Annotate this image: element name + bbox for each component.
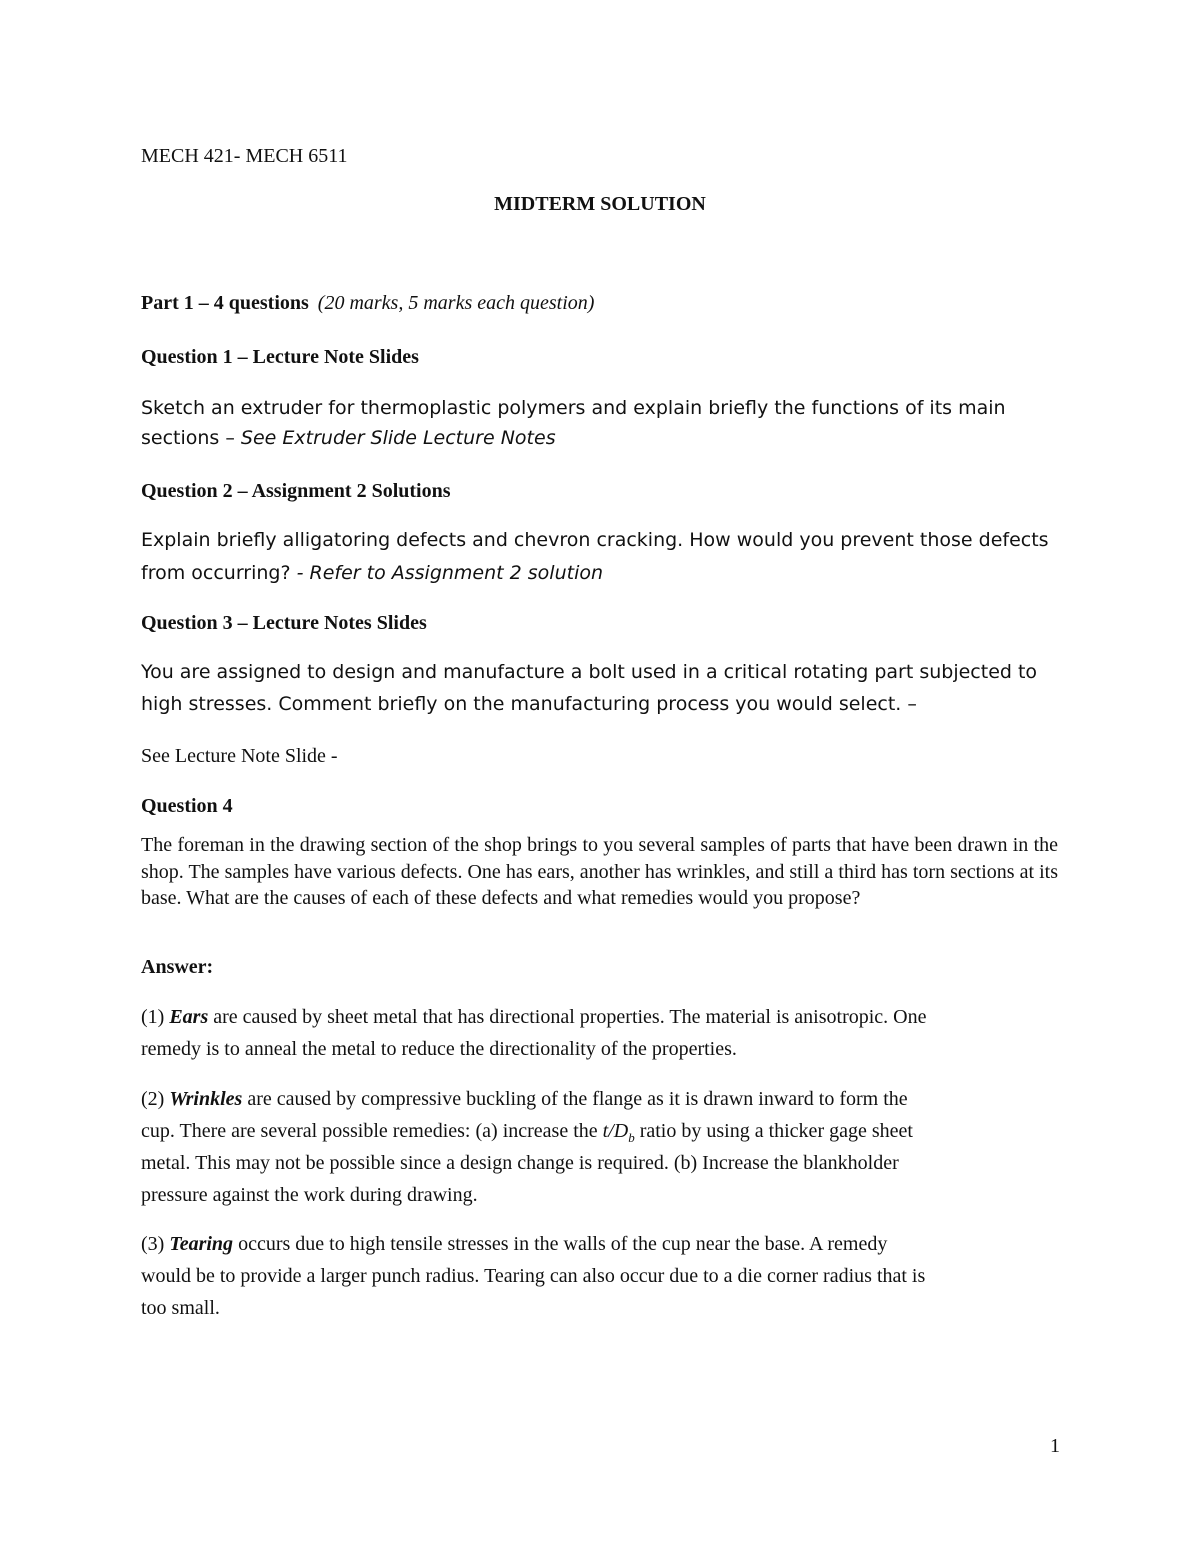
answer-2-line2	[141, 1121, 913, 1144]
question-1-heading: Question 1 – Lecture Note Slides	[141, 346, 419, 368]
question-2-prefix: from occurring?	[141, 562, 297, 584]
answer-1-text: are caused by sheet metal that has directional properties. The material is anisotropic. One	[208, 1006, 927, 1028]
question-4-heading: Question 4	[141, 795, 233, 817]
answer-2-line2-b: ratio by using a thicker gage sheet	[634, 1120, 913, 1142]
question-3-heading: Question 3 – Lecture Notes Slides	[141, 612, 427, 634]
answer-1-line2: remedy is to anneal the metal to reduce the directionality of the properties.	[141, 1038, 737, 1060]
answer-3-line3: too small.	[141, 1297, 220, 1319]
question-4-text: The foreman in the drawing section of the shop brings to you several samples of parts that have been drawn in the shop. The samples have various defects. One has ears, another has wrinkles, and still a third has torn sections at its base. What are the causes of each of these defects and what remedies would you propose?	[141, 834, 1058, 909]
answer-2-ratio-subscript: b	[628, 1130, 635, 1145]
page-title: MIDTERM SOLUTION	[494, 193, 706, 215]
question-2-reference: - Refer to Assignment 2 solution	[296, 562, 604, 584]
course-code: MECH 421- MECH 6511	[141, 145, 348, 167]
answer-3-number: (3)	[141, 1233, 170, 1255]
answer-1-term: Ears	[169, 1006, 209, 1028]
page-number: 1	[1050, 1435, 1060, 1457]
question-2-heading: Question 2 – Assignment 2 Solutions	[141, 480, 451, 502]
answer-2-ratio: t/D	[602, 1120, 629, 1142]
question-1-text-line1: Sketch an extruder for thermoplastic polymers and explain briefly the functions of its main	[141, 397, 1006, 419]
question-3-text-line1: You are assigned to design and manufacture a bolt used in a critical rotating part subjected to	[141, 661, 1038, 683]
answer-2-line1	[141, 1089, 908, 1109]
answer-1-line1	[141, 1007, 927, 1027]
question-1-reference: See Extruder Slide Lecture Notes	[240, 427, 556, 449]
question-1-text-line2	[141, 429, 556, 448]
answer-2-line2-a: cup. There are several possible remedies: (a) increase the	[141, 1120, 603, 1142]
question-2-text-line1: Explain briefly alligatoring defects and chevron cracking. How would you prevent those defects	[141, 529, 1049, 551]
part-label: Part 1 – 4 questions	[141, 292, 309, 314]
answer-2-text: are caused by compressive buckling of the flange as it is drawn inward to form the	[242, 1088, 908, 1110]
question-2-text-line2	[141, 564, 603, 583]
answer-3-text: occurs due to high tensile stresses in the walls of the cup near the base. A remedy	[233, 1233, 888, 1255]
answer-3-line1	[141, 1234, 887, 1254]
answer-2-line3: metal. This may not be possible since a design change is required. (b) Increase the blankholder	[141, 1152, 899, 1174]
part-heading	[141, 293, 594, 313]
answer-label: Answer:	[141, 956, 214, 978]
question-3-text-line2: high stresses. Comment briefly on the manufacturing process you would select. –	[141, 693, 917, 715]
answer-2-line4: pressure against the work during drawing.	[141, 1184, 478, 1206]
question-1-prefix: sections –	[141, 427, 241, 449]
answer-3-term: Tearing	[169, 1233, 234, 1255]
answer-2-term: Wrinkles	[169, 1088, 243, 1110]
answer-2-number: (2)	[141, 1088, 170, 1110]
question-3-text-line3: See Lecture Note Slide -	[141, 745, 338, 767]
answer-3-line2: would be to provide a larger punch radius. Tearing can also occur due to a die corner radius that is	[141, 1265, 926, 1287]
part-marks: (20 marks, 5 marks each question)	[317, 292, 595, 314]
answer-1-number: (1)	[141, 1006, 170, 1028]
